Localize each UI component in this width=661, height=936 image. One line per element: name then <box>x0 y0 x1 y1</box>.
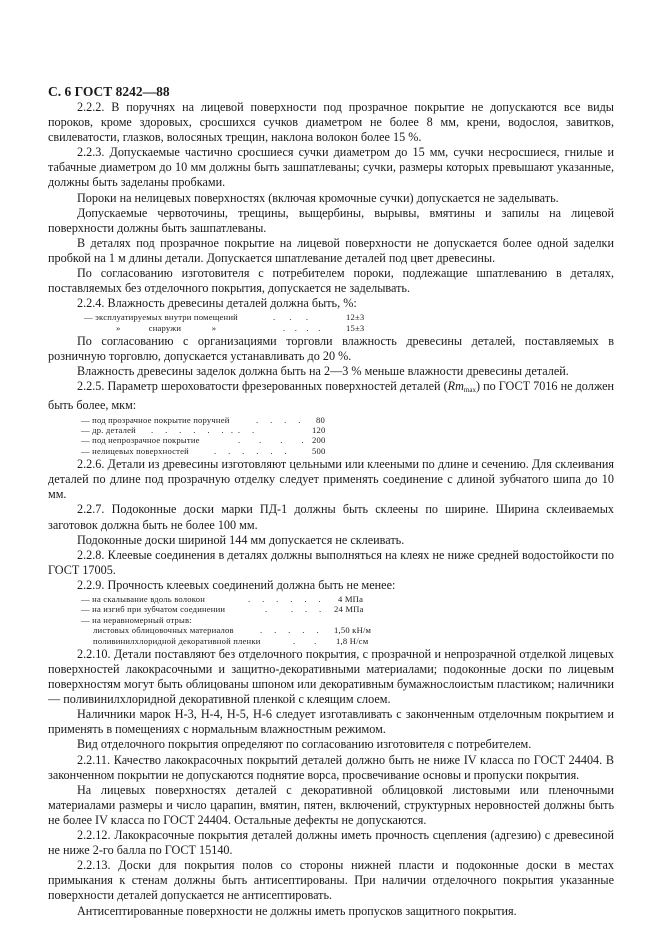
list-item-value: 120 <box>312 424 326 435</box>
list-item <box>48 415 614 425</box>
list-item-label: — эксплуатируемых внутри помещений <box>84 312 238 323</box>
list-item-value: 500 <box>312 445 326 456</box>
list-item <box>48 312 614 322</box>
list-item-label: листовых облицовочных материалов <box>86 625 234 636</box>
list-item <box>48 323 614 333</box>
paragraph-face-surfaces: На лицевых поверхностях деталей с декоративной облицовкой листовыми или пленочными материалами размеры и число царапин, вмятин, пятен, включений, структурных неровностей должны быть не более IV класса по ГОСТ 24404. Остальные дефекты не допускаются. <box>48 782 614 827</box>
paragraph-antiseptic: Антисептированные поверхности не должны иметь пропусков защитного покрытия. <box>77 903 517 918</box>
leader-dots: . . . . . . <box>248 593 321 604</box>
paragraph-defects-putty: Допускаемые червоточины, трещины, выщербины, вырывы, вмятины и запилы на лицевой поверхности должны быть зашпатлеваны. <box>48 205 614 235</box>
list-item-label: — на изгиб при зубчатом соединении <box>81 604 226 615</box>
paragraph-2-2-2: 2.2.2. В поручнях на лицевой поверхности под прозрачное покрытие не допускаются все виды пороков, кроме здоровых, сросшихся сучков диаметром не более 8 мм, крени, водослоя, завитков, свилеватости, глазков, волосяных трещин, наклона волокон более 15 %. <box>48 100 614 145</box>
list-item-value: 12±3 <box>346 312 365 323</box>
list-item <box>48 604 614 614</box>
list-item <box>48 594 614 604</box>
list-item-value: 200 <box>312 435 326 446</box>
list-item <box>48 425 614 435</box>
leader-dots: . . <box>293 635 317 646</box>
leader-dots: . . . . <box>283 322 321 333</box>
paragraph-sill-width: Подоконные доски шириной 144 мм допускается не склеивать. <box>77 532 405 547</box>
paragraph-2-2-12: 2.2.12. Лакокрасочные покрытия деталей должны иметь прочность сцепления (адгезию) с древесиной не ниже 2-го балла по ГОСТ 15140. <box>48 828 614 858</box>
list-item-value: 15±3 <box>346 322 365 333</box>
leader-dots: . . . . <box>238 435 304 446</box>
list-item-label: — нелицевых поверхностей <box>81 445 189 456</box>
leader-dots: . . . . . <box>260 625 319 636</box>
list-item-label: » снаружи » <box>116 322 217 333</box>
list-item <box>48 446 614 456</box>
list-item-value: 1,8 Н/см <box>336 635 369 646</box>
list-item-label: — на неравномерный отрыв: <box>81 614 192 625</box>
leader-dots: . . . . . . . . . <box>151 424 255 435</box>
list-item-value: 1,50 кН/м <box>334 625 372 636</box>
paragraph-plugs: В деталях под прозрачное покрытие на лицевой поверхности не допускается более одной заделки пробкой на 1 м длины детали. Допускается шпатлевание деталей под цвет древесины. <box>48 235 614 265</box>
paragraph-2-2-10: 2.2.10. Детали поставляют без отделочного покрытия, с прозрачной и непрозрачной отделкой лицевых поверхностей лакокрасочными и защитно-декоративными материалами; подоконные доски по лицевым поверхностям могут быть облицованы шпоном или декоративным бумажнослоистым пластиком; наличники — поливинилхлоридной декоративной пленкой с клеящим слоем. <box>48 646 614 707</box>
paragraph-2-2-3: 2.2.3. Допускаемые частично сросшиеся сучки диаметром до 15 мм, сучки несросшиеся, гнилые и табачные диаметром до 10 мм должны быть зашпатлеваны; сучки, размеры которых превышают указанные, должны быть заделаны пробками. <box>48 145 614 190</box>
leader-dots: . . . <box>273 312 309 323</box>
paragraph-defects-nonface: Пороки на нелицевых поверхностях (включая кромочные сучки) допускается не заделывать. <box>77 190 559 205</box>
paragraph-agreement: По согласованию изготовителя с потребителем пороки, подлежащие шпатлеванию в деталях, поставляемых без отделочного покрытия, допускается не заделывать. <box>48 266 614 296</box>
list-item-value: 80 <box>316 414 325 425</box>
paragraph-2-2-9: 2.2.9. Прочность клеевых соединений должна быть не менее: <box>77 577 396 592</box>
moisture-list <box>48 312 614 333</box>
paragraph-2-2-11: 2.2.11. Качество лакокрасочных покрытий деталей должно быть не ниже IV класса по ГОСТ 24404. В законченном покрытии не допускаются поднятие ворса, просвечивание основы и пропуски покрытия. <box>48 752 614 782</box>
list-item-value: 4 МПа <box>338 593 364 604</box>
leader-dots: . . . . <box>256 414 301 425</box>
list-item <box>48 435 614 445</box>
list-item <box>48 625 614 635</box>
paragraph-plug-moisture: Влажность древесины заделок должна быть на 2—3 % меньше влажности древесины деталей. <box>77 364 569 379</box>
list-item-label: — под прозрачное покрытие поручней <box>81 414 230 425</box>
roughness-list <box>48 415 614 457</box>
paragraph-2-2-13: 2.2.13. Доски для покрытия полов со стороны нижней пласти и подоконные доски в местах примыкания к стенам должны быть антисептированы. При наличии отделочного покрытия указанные поверхности деталей допускается не антисептировать. <box>48 858 614 903</box>
paragraph-2-2-7: 2.2.7. Подоконные доски марки ПД-1 должны быть склеены по ширине. Ширина склеиваемых заготовок должна быть не более 100 мм. <box>48 502 614 532</box>
leader-dots: . . . . . . <box>214 445 287 456</box>
paragraph-2-2-5: 2.2.5. Параметр шероховатости фрезерованных поверхностей деталей $(Rm_{max})$ по ГОСТ 7016 не должен быть более, мкм: <box>48 379 615 413</box>
page-header: С. 6 ГОСТ 8242—88 <box>48 84 170 99</box>
paragraph-casings: Наличники марок Н-3, Н-4, Н-5, Н-6 следует изготавливать с законченным отделочным покрытием и применять в помещениях с нормальным влажностным режимом. <box>48 707 614 737</box>
list-item-label: поливинилхлоридной декоративной пленки <box>86 635 261 646</box>
paragraph-2-2-6: 2.2.6. Детали из древесины изготовляют цельными или клееными по длине и сечению. Для склеивания деталей по длине под прозрачную отделку следует применять соединение с длиной зубчатого шипа до 10 мм. <box>48 457 614 502</box>
paragraph-retail-moisture: По согласованию с организациями торговли влажность древесины деталей, поставляемых в розничную торговлю, допускается устанавливать до 20 %. <box>48 334 614 364</box>
list-item-label: — на скалывание вдоль волокон <box>81 593 205 604</box>
strength-list <box>48 594 614 646</box>
list-item <box>48 615 614 625</box>
paragraph-2-2-8: 2.2.8. Клеевые соединения в деталях должны выполняться на клеях не ниже средней водостойкости по ГОСТ 17005. <box>48 547 614 577</box>
leader-dots: . . . . <box>265 604 322 615</box>
paragraph-2-2-4: 2.2.4. Влажность древесины деталей должна быть, %: <box>77 296 357 311</box>
list-item <box>48 636 614 646</box>
list-item-label: — др. деталей <box>81 424 136 435</box>
list-item-label: — под непрозрачное покрытие <box>81 435 200 446</box>
document-body <box>48 100 614 919</box>
list-item-value: 24 МПа <box>334 604 364 615</box>
paragraph-finish-type: Вид отделочного покрытия определяют по согласованию изготовителя с потребителем. <box>77 737 532 752</box>
